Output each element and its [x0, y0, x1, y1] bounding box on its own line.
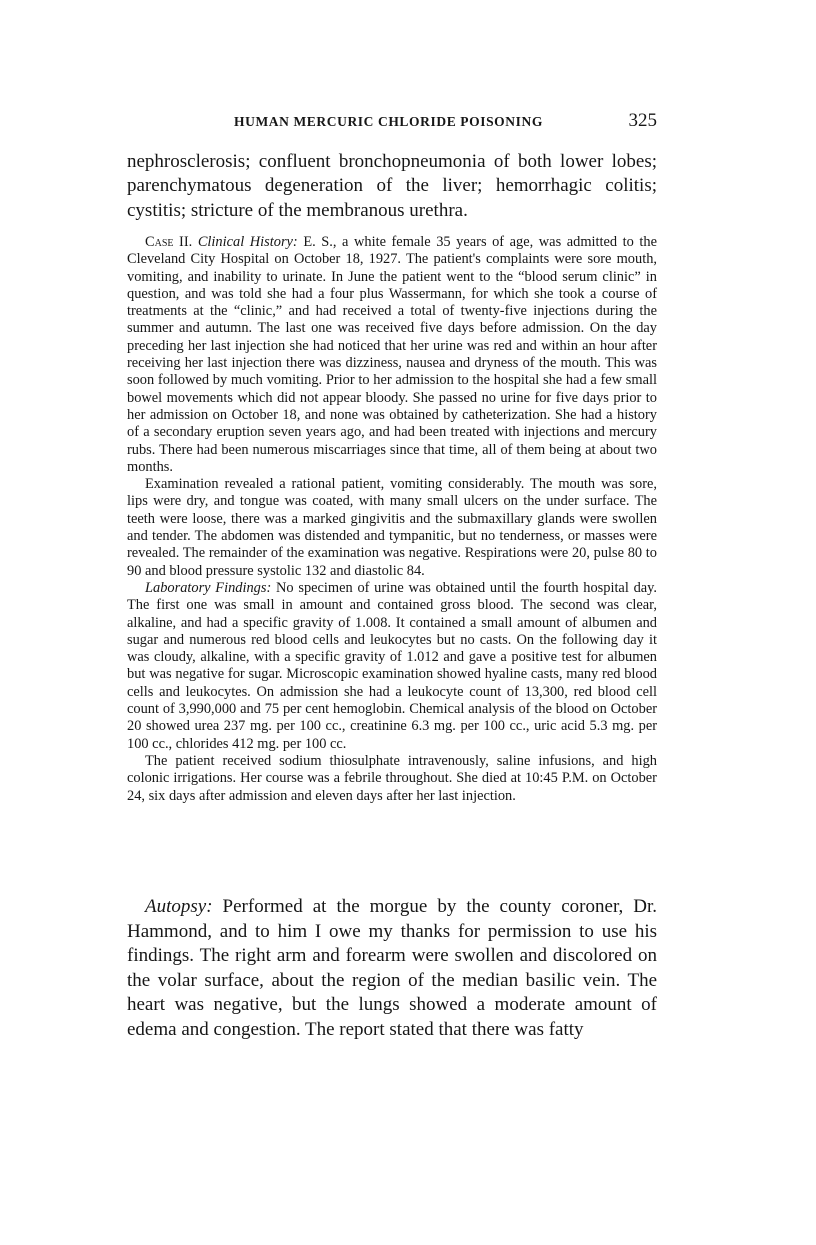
- laboratory-heading: Laboratory Findings:: [145, 579, 272, 596]
- treatment-text-start: The patient received sodium thiosulphate intravenously, saline infusions, and high colonic irrigations. Her course was a febrile throughout. She died at 10:45: [127, 752, 657, 787]
- laboratory-paragraph: [127, 580, 657, 753]
- clinical-history-paragraph: [127, 234, 657, 476]
- autopsy-text: Performed at the morgue by the county coroner, Dr. Hammond, and to him I owe my thanks for permission to use his findings. The right arm and forearm were swollen and discolored on the volar surface, about the region of the median basilic vein. The heart was negative, but the lungs showed a moderate amount of edema and congestion. The report stated that there was fatty: [127, 896, 658, 1040]
- autopsy-paragraph: [127, 895, 657, 1043]
- running-title: HUMAN MERCURIC CHLORIDE POISONING: [234, 114, 543, 129]
- clinical-history-text: E. S., a white female 35 years of age, was admitted to the Cleveland City Hospital on October 18, 1927. The patient's complaints were sore mouth, vomiting, and inability to urinate. In June the patient went to the “blood serum clinic” in question, and was told she had a four plus Wassermann, for which she took a course of treatments at the “clinic,” and had received a total of twenty-five injections during the summer and autumn. The last one was received five days before admission. On the day preceding her last injection she had noticed that her urine was red and within an hour after receiving her last injection there was dizziness, nausea and dryness of the mouth. This was soon followed by much vomiting. Prior to her admission to the hospital she had a few small bowel movements which did not appear bloody. She passed no urine for five days prior to her admission on October 18, and none was obtained by catheterization. She had a history of a secondary eruption seven years ago, and had been treated with injections and mercury rubs. There had been numerous miscarriages since that time, all of them being at about two months.: [127, 234, 657, 475]
- laboratory-text: No specimen of urine was obtained until the fourth hospital day. The first one was small in amount and contained gross blood. The second was clear, alkaline, and had a specific gravity of 1.008. It contained a small amount of albumen and sugar and numerous red blood cells and leukocytes but no casts. On the following day it was cloudy, alkaline, with a specific gravity of 1.012 and gave a positive test for albumen but was negative for sugar. Microscopic examination showed hyaline casts, many red blood cells and leukocytes. On admission she had a leukocyte count of 13,300, red blood cell count of 3,990,000 and 75 per cent hemoglobin. Chemical analysis of the blood on October 20 showed urea 237 mg. per 100 cc., creatinine 6.3 mg. per 100 cc., uric acid 5.3 mg. per 100 cc., chlorides 412 mg. per 100 cc.: [127, 579, 658, 752]
- examination-paragraph: Examination revealed a rational patient, vomiting considerably. The mouth was sore, lips were dry, and tongue was coated, with many small ulcers on the under surface. The teeth were loose, there was a marked gingivitis and the submaxillary glands were swollen and tender. The abdomen was distended and tympanitic, but no tenderness, or masses were revealed. The remainder of the examination was negative. Respirations were 20, pulse 80 to 90 and blood pressure systolic 132 and diastolic 84.: [127, 476, 657, 579]
- page-number: 325: [628, 110, 657, 131]
- treatment-text-end: on October 24, six days after admission and eleven days after her last injection.: [127, 770, 657, 804]
- clinical-history-heading: Clinical History:: [197, 234, 298, 250]
- running-head: [127, 110, 657, 134]
- treatment-paragraph: [127, 753, 657, 805]
- treatment-time: P.M.: [561, 770, 589, 787]
- case-report: [127, 234, 657, 805]
- case-label: Case II.: [145, 234, 193, 250]
- lead-paragraph: nephrosclerosis; confluent bronchopneumonia of both lower lobes; parenchymatous degeneration of the liver; hemorrhagic colitis; cystitis; stricture of the membranous urethra.: [127, 151, 657, 221]
- autopsy-heading: Autopsy:: [145, 896, 213, 917]
